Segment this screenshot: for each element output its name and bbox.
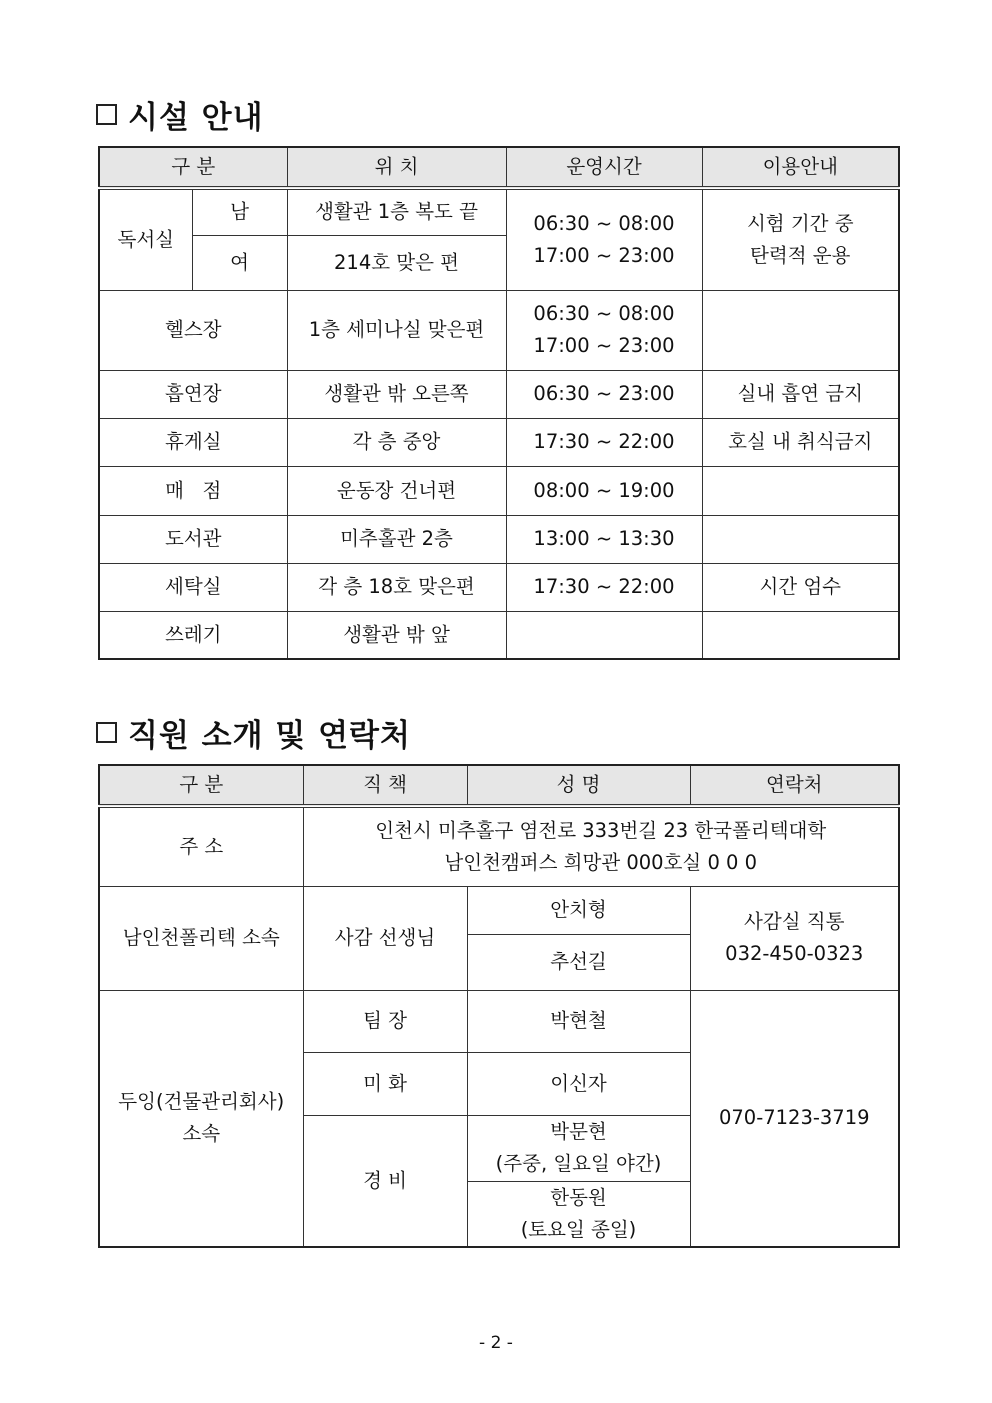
row-hours: 08:00 ~ 19:00 — [506, 466, 702, 515]
table-row — [99, 611, 899, 659]
table-row — [99, 418, 899, 466]
row-location: 각 층 18호 맞은편 — [287, 563, 506, 611]
row-label: 휴게실 — [99, 418, 287, 466]
team-lead-role: 팀 장 — [303, 990, 467, 1052]
row-note: 시간 엄수 — [702, 563, 899, 611]
cleaning-role: 미 화 — [303, 1052, 467, 1115]
shift-note: (토요일 종일) — [520, 1217, 637, 1241]
checkbox-square-icon — [96, 104, 117, 125]
dooing-label-line: 소속 — [182, 1122, 221, 1146]
table-row — [99, 563, 899, 611]
table-row — [99, 806, 899, 886]
address-value — [303, 806, 899, 886]
hours-line: 17:00 ~ 23:00 — [533, 243, 675, 267]
row-label: 쓰레기 — [99, 611, 287, 659]
facility-table — [98, 146, 900, 660]
dooing-contact: 070-7123-3719 — [690, 990, 899, 1247]
table-row — [99, 370, 899, 418]
polytech-contact — [690, 886, 899, 990]
reading-room-label: 독서실 — [99, 188, 192, 290]
facility-title: 시설 안내 — [128, 100, 264, 136]
female-label: 여 — [192, 235, 287, 290]
row-note: 실내 흡연 금지 — [702, 370, 899, 418]
gym-hours — [506, 290, 702, 370]
staff-heading — [96, 710, 411, 755]
female-location: 214호 맞은 편 — [287, 235, 506, 290]
row-location: 생활관 밖 오른쪽 — [287, 370, 506, 418]
reading-room-hours — [506, 188, 702, 290]
row-hours: 06:30 ~ 23:00 — [506, 370, 702, 418]
row-note: 호실 내 취식금지 — [702, 418, 899, 466]
staff-name: 안치형 — [467, 886, 690, 934]
staff-name: 박문현 — [550, 1120, 607, 1143]
staff-name: 추선길 — [467, 934, 690, 990]
row-hours: 17:30 ~ 22:00 — [506, 418, 702, 466]
row-location: 미추홀관 2층 — [287, 515, 506, 563]
staff-name: 한동원 — [550, 1185, 607, 1209]
row-label: 세탁실 — [99, 563, 287, 611]
header-category: 구 분 — [99, 147, 287, 188]
hours-line: 06:30 ~ 08:00 — [533, 302, 675, 325]
gym-location: 1층 세미나실 맞은편 — [287, 290, 506, 370]
row-label: 도서관 — [99, 515, 287, 563]
row-label: 매 점 — [99, 466, 287, 515]
row-note — [702, 466, 899, 515]
address-line: 인천시 미추홀구 염전로 333번길 23 한국폴리텍대학 — [375, 818, 827, 842]
header-note: 이용안내 — [702, 147, 899, 188]
row-hours: 17:30 ~ 22:00 — [506, 563, 702, 611]
note-line: 시험 기간 중 — [746, 211, 854, 235]
header-contact: 연락처 — [690, 765, 899, 806]
header-category: 구 분 — [99, 765, 303, 806]
row-note — [702, 611, 899, 659]
male-label: 남 — [192, 188, 287, 235]
table-row — [99, 990, 899, 1052]
page-number: - 2 - — [479, 1333, 513, 1353]
row-location: 생활관 밖 앞 — [287, 611, 506, 659]
table-row — [99, 515, 899, 563]
security-person — [467, 1181, 690, 1247]
table-row — [99, 886, 899, 934]
reading-room-note — [702, 188, 899, 290]
header-hours: 운영시간 — [506, 147, 702, 188]
staff-name: 이신자 — [467, 1052, 690, 1115]
polytech-role: 사감 선생님 — [303, 886, 467, 990]
table-row — [99, 290, 899, 370]
shift-note: (주중, 일요일 야간) — [495, 1152, 662, 1175]
row-label: 흡연장 — [99, 370, 287, 418]
header-position: 직 책 — [303, 765, 467, 806]
security-person — [467, 1115, 690, 1181]
facility-heading — [96, 92, 264, 137]
staff-title: 직원 소개 및 연락처 — [128, 718, 411, 754]
gym-label: 헬스장 — [99, 290, 287, 370]
row-note — [702, 515, 899, 563]
polytech-label: 남인천폴리텍 소속 — [99, 886, 303, 990]
address-label: 주 소 — [99, 806, 303, 886]
table-row — [99, 188, 899, 235]
dooing-label-line: 두잉(건물관리회사) — [118, 1090, 285, 1114]
checkbox-square-icon — [96, 722, 117, 743]
contact-line: 사감실 직통 — [744, 910, 845, 933]
dooing-label — [99, 990, 303, 1247]
row-location: 운동장 건너편 — [287, 466, 506, 515]
row-hours: 13:00 ~ 13:30 — [506, 515, 702, 563]
hours-line: 17:00 ~ 23:00 — [533, 334, 675, 357]
hours-line: 06:30 ~ 08:00 — [533, 211, 675, 235]
staff-table — [98, 764, 900, 1248]
note-line: 탄력적 운용 — [750, 243, 851, 267]
header-location: 위 치 — [287, 147, 506, 188]
male-location: 생활관 1층 복도 끝 — [287, 188, 506, 235]
table-row — [99, 466, 899, 515]
security-role: 경 비 — [303, 1115, 467, 1247]
row-location: 각 층 중앙 — [287, 418, 506, 466]
gym-note — [702, 290, 899, 370]
row-hours — [506, 611, 702, 659]
address-line: 남인천캠퍼스 희망관 000호실 0 0 0 — [444, 850, 758, 874]
header-name: 성 명 — [467, 765, 690, 806]
contact-line: 032-450-0323 — [725, 942, 864, 965]
staff-name: 박현철 — [467, 990, 690, 1052]
